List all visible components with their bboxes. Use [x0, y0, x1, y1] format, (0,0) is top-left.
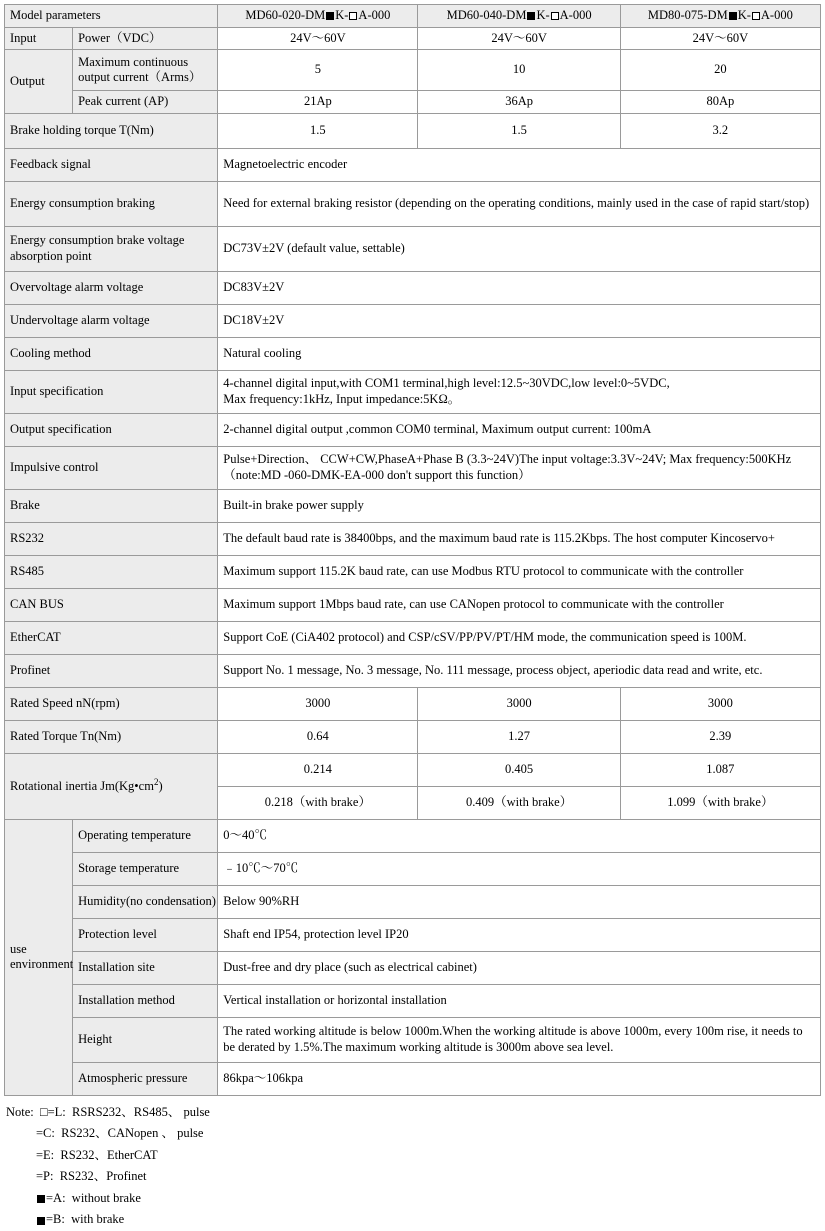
- table-row-rotational-inertia: [5, 753, 821, 786]
- row-group-use-environment: use environment: [5, 819, 73, 1095]
- model-1-mid: K-: [335, 8, 349, 22]
- cell-inertia-brake-1: 0.218（with brake）: [218, 786, 418, 819]
- table-row-env-height: [5, 1017, 821, 1062]
- row-label-rotational-inertia: [5, 753, 218, 819]
- row-group-input: Input: [5, 27, 73, 50]
- cell-rated-speed-2: 3000: [418, 687, 620, 720]
- note-line-1: Note: □=L: RSRS232、RS485、 pulse: [6, 1104, 210, 1119]
- row-label-energy-absorption-point: Energy consumption brake voltage absorption point: [5, 226, 218, 271]
- cell-protection-level: Shaft end IP54, protection level IP20: [218, 918, 821, 951]
- table-row-env-humidity: [5, 885, 821, 918]
- note-line-6-text: =B: with brake: [46, 1212, 125, 1227]
- specification-table: [4, 4, 821, 1096]
- table-row-undervoltage-alarm: [5, 304, 821, 337]
- cell-atmospheric-pressure: 86kpa～106kpa: [218, 1062, 821, 1095]
- cell-rated-torque-2: 1.27: [418, 720, 620, 753]
- table-row-rated-speed: [5, 687, 821, 720]
- open-square-icon: [752, 12, 760, 20]
- note-line-3: =E: RS232、EtherCAT: [36, 1147, 158, 1162]
- table-row-env-installation-method: [5, 984, 821, 1017]
- cell-brake-torque-3: 3.2: [620, 113, 820, 148]
- cell-energy-absorption-point: DC73V±2V (default value, settable): [218, 226, 821, 271]
- cell-output-specification: 2-channel digital output ,common COM0 terminal, Maximum output current: 100mA: [218, 413, 821, 446]
- row-label-impulsive-control: Impulsive control: [5, 446, 218, 489]
- cell-installation-method: Vertical installation or horizontal installation: [218, 984, 821, 1017]
- table-row-peak-current: [5, 91, 821, 114]
- model-1-suffix: A-000: [358, 8, 391, 22]
- table-row-input-specification: [5, 370, 821, 413]
- table-row-cooling-method: [5, 337, 821, 370]
- table-header-row: [5, 5, 821, 28]
- row-label-peak-current: Peak current (AP): [73, 91, 218, 114]
- cell-input-power-3: 24V～60V: [620, 27, 820, 50]
- model-2-suffix: A-000: [559, 8, 592, 22]
- cell-input-specification: [218, 370, 821, 413]
- table-row-env-installation-site: [5, 951, 821, 984]
- table-row-env-protection-level: [5, 918, 821, 951]
- table-row-impulsive-control: [5, 446, 821, 489]
- filled-square-icon: [326, 12, 334, 20]
- filled-square-icon: [37, 1217, 45, 1225]
- table-row-rs485: [5, 555, 821, 588]
- filled-square-icon: [729, 12, 737, 20]
- cell-input-power-1: 24V～60V: [218, 27, 418, 50]
- cell-height: The rated working altitude is below 1000m.When the working altitude is above 1000m, every 100m rise, it needs to be derated by 1.5%.The maximum working altitude is 3000m above sea level.: [218, 1017, 821, 1062]
- cell-brake: Built-in brake power supply: [218, 489, 821, 522]
- cell-brake-torque-1: 1.5: [218, 113, 418, 148]
- table-row-brake-holding-torque: [5, 113, 821, 148]
- cell-installation-site: Dust-free and dry place (such as electrical cabinet): [218, 951, 821, 984]
- table-row-feedback-signal: [5, 148, 821, 181]
- table-row-rs232: [5, 522, 821, 555]
- row-label-operating-temperature: Operating temperature: [73, 819, 218, 852]
- cell-profinet: Support No. 1 message, No. 3 message, No. 111 message, process object, aperiodic data read and write, etc.: [218, 654, 821, 687]
- row-label-overvoltage-alarm: Overvoltage alarm voltage: [5, 271, 218, 304]
- cell-max-cont-1: 5: [218, 50, 418, 91]
- row-label-output-specification: Output specification: [5, 413, 218, 446]
- cell-brake-torque-2: 1.5: [418, 113, 620, 148]
- model-1-prefix: MD60-020-DM: [245, 8, 326, 22]
- notes-block: [4, 1102, 821, 1231]
- model-col-1: [218, 5, 418, 28]
- cell-storage-temperature: ﹣10℃～70℃: [218, 852, 821, 885]
- row-label-canbus: CAN BUS: [5, 588, 218, 621]
- table-row-ethercat: [5, 621, 821, 654]
- cell-max-cont-2: 10: [418, 50, 620, 91]
- open-square-icon: [551, 12, 559, 20]
- row-label-brake-holding-torque: Brake holding torque T(Nm): [5, 113, 218, 148]
- row-label-rs485: RS485: [5, 555, 218, 588]
- note-line-5: [6, 1188, 821, 1210]
- row-label-rated-torque: Rated Torque Tn(Nm): [5, 720, 218, 753]
- table-row-max-continuous-current: [5, 50, 821, 91]
- cell-inertia-brake-2: 0.409（with brake）: [418, 786, 620, 819]
- filled-square-icon: [527, 12, 535, 20]
- cell-rated-torque-3: 2.39: [620, 720, 820, 753]
- table-row-rated-torque: [5, 720, 821, 753]
- row-label-installation-method: Installation method: [73, 984, 218, 1017]
- cell-inertia-2: 0.405: [418, 753, 620, 786]
- table-row-brake: [5, 489, 821, 522]
- open-square-icon: [349, 12, 357, 20]
- note-line-5-text: =A: without brake: [46, 1190, 141, 1205]
- cell-canbus: Maximum support 1Mbps baud rate, can use CANopen protocol to communicate with the controller: [218, 588, 821, 621]
- table-row-env-storage-temperature: [5, 852, 821, 885]
- model-2-prefix: MD60-040-DM: [446, 8, 527, 22]
- cell-overvoltage-alarm: DC83V±2V: [218, 271, 821, 304]
- row-label-max-continuous-current: Maximum continuous output current（Arms）: [73, 50, 218, 91]
- table-row-env-operating-temperature: [5, 819, 821, 852]
- model-2-mid: K-: [536, 8, 550, 22]
- cell-peak-1: 21Ap: [218, 91, 418, 114]
- impulsive-line-2: （note:MD -060-DMK-EA-000 don't support this function）: [223, 467, 531, 482]
- row-label-humidity: Humidity(no condensation): [73, 885, 218, 918]
- model-col-3: [620, 5, 820, 28]
- table-row-input-power: [5, 27, 821, 50]
- row-label-feedback-signal: Feedback signal: [5, 148, 218, 181]
- input-spec-line-2: Max frequency:1kHz, Input impedance:5KΩ。: [223, 391, 461, 406]
- cell-inertia-1: 0.214: [218, 753, 418, 786]
- row-label-ethercat: EtherCAT: [5, 621, 218, 654]
- row-label-storage-temperature: Storage temperature: [73, 852, 218, 885]
- note-line-4: =P: RS232、Profinet: [36, 1169, 147, 1184]
- model-3-mid: K-: [737, 8, 751, 22]
- cell-feedback-signal: Magnetoelectric encoder: [218, 148, 821, 181]
- row-label-brake: Brake: [5, 489, 218, 522]
- row-label-cooling-method: Cooling method: [5, 337, 218, 370]
- model-3-suffix: A-000: [760, 8, 793, 22]
- row-label-profinet: Profinet: [5, 654, 218, 687]
- table-row-output-specification: [5, 413, 821, 446]
- cell-rated-torque-1: 0.64: [218, 720, 418, 753]
- input-spec-line-1: 4-channel digital input,with COM1 terminal,high level:12.5~30VDC,low level:0~5VDC,: [223, 376, 670, 391]
- cell-inertia-3: 1.087: [620, 753, 820, 786]
- model-col-2: [418, 5, 620, 28]
- table-row-energy-absorption-point: [5, 226, 821, 271]
- cell-peak-2: 36Ap: [418, 91, 620, 114]
- cell-cooling-method: Natural cooling: [218, 337, 821, 370]
- row-label-installation-site: Installation site: [73, 951, 218, 984]
- cell-inertia-brake-3: 1.099（with brake）: [620, 786, 820, 819]
- impulsive-line-1: Pulse+Direction、 CCW+CW,PhaseA+Phase B (3.3~24V)The input voltage:3.3V~24V; Max frequency:500KHz: [223, 452, 792, 467]
- table-row-canbus: [5, 588, 821, 621]
- cell-ethercat: Support CoE (CiA402 protocol) and CSP/cSV/PP/PV/PT/HM mode, the communication speed is 100M.: [218, 621, 821, 654]
- cell-rated-speed-1: 3000: [218, 687, 418, 720]
- cell-operating-temperature: 0～40℃: [218, 819, 821, 852]
- row-label-height: Height: [73, 1017, 218, 1062]
- row-label-undervoltage-alarm: Undervoltage alarm voltage: [5, 304, 218, 337]
- row-label-atmospheric-pressure: Atmospheric pressure: [73, 1062, 218, 1095]
- cell-humidity: Below 90%RH: [218, 885, 821, 918]
- cell-peak-3: 80Ap: [620, 91, 820, 114]
- cell-energy-consumption-braking: Need for external braking resistor (depending on the operating conditions, mainly used in the case of rapid start/stop): [218, 181, 821, 226]
- row-label-power: Power（VDC）: [73, 27, 218, 50]
- model-3-prefix: MD80-075-DM: [647, 8, 728, 22]
- cell-input-power-2: 24V～60V: [418, 27, 620, 50]
- row-group-output: Output: [5, 50, 73, 114]
- table-row-energy-consumption-braking: [5, 181, 821, 226]
- inertia-label-exponent: 2: [153, 777, 159, 788]
- model-parameters-header: Model parameters: [5, 5, 218, 28]
- row-label-rs232: RS232: [5, 522, 218, 555]
- cell-impulsive-control: [218, 446, 821, 489]
- inertia-label-end: ): [158, 779, 163, 794]
- row-label-input-specification: Input specification: [5, 370, 218, 413]
- cell-max-cont-3: 20: [620, 50, 820, 91]
- cell-rs232: The default baud rate is 38400bps, and the maximum baud rate is 115.2Kbps. The host computer Kincoservo+: [218, 522, 821, 555]
- row-label-rated-speed: Rated Speed nN(rpm): [5, 687, 218, 720]
- table-row-profinet: [5, 654, 821, 687]
- inertia-label-main: Rotational inertia Jm(Kg•cm: [10, 779, 154, 794]
- cell-undervoltage-alarm: DC18V±2V: [218, 304, 821, 337]
- note-line-6: [6, 1209, 821, 1231]
- cell-rated-speed-3: 3000: [620, 687, 820, 720]
- row-label-energy-consumption-braking: Energy consumption braking: [5, 181, 218, 226]
- table-row-overvoltage-alarm: [5, 271, 821, 304]
- cell-rs485: Maximum support 115.2K baud rate, can use Modbus RTU protocol to communicate with the controller: [218, 555, 821, 588]
- note-line-2: =C: RS232、CANopen 、 pulse: [36, 1126, 204, 1141]
- table-row-env-atmospheric-pressure: [5, 1062, 821, 1095]
- filled-square-icon: [37, 1195, 45, 1203]
- row-label-protection-level: Protection level: [73, 918, 218, 951]
